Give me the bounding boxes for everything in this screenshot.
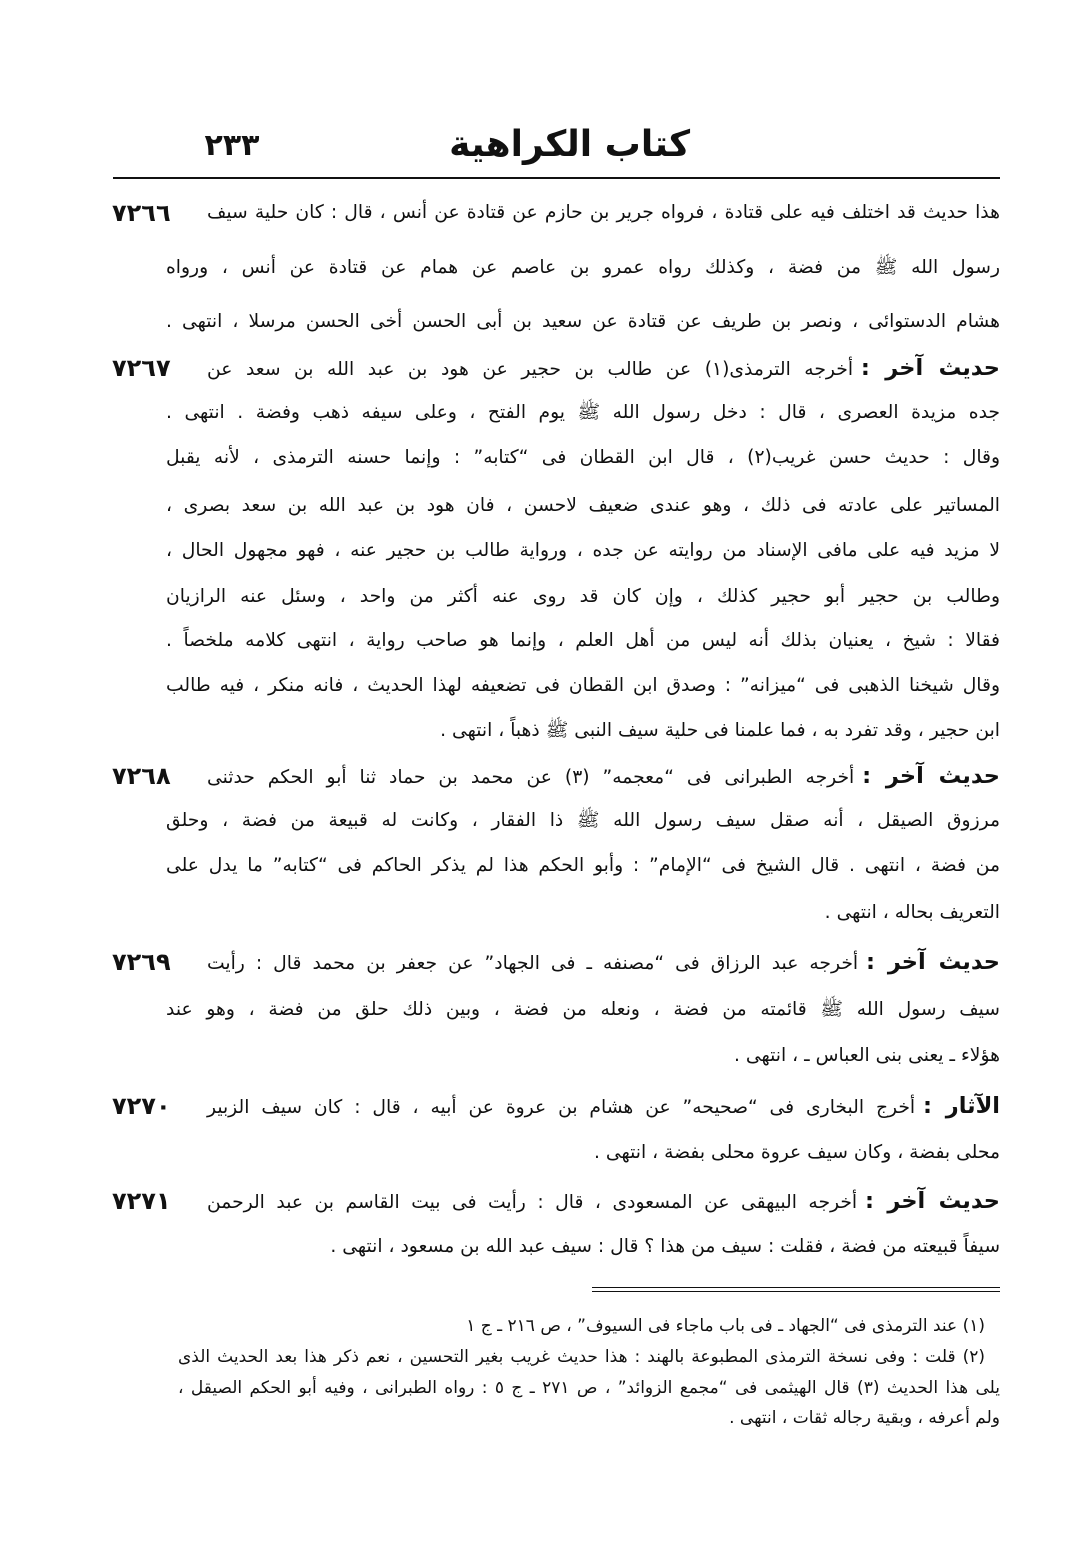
footnote-text: ولم أعرفه ، وبقية رجاله ثقات ، انتهى .: [729, 1408, 1000, 1428]
line-text: أخرجه عبد الرزاق فى “مصنفه ـ فى الجهاد” عن جعفر بن محمد قال : رأيت: [207, 953, 859, 974]
line-text: لا مزيد فيه على مافى الإسناد من روايته عن جده ، ورواية طالب بن حجير عنه ، فهو مجهول الحال ،: [166, 540, 1000, 561]
text-line: [166, 890, 1000, 936]
hadith-number: ٧٢٧١: [112, 1187, 171, 1215]
line-text: هؤلاء ـ يعنى بنى العباس ـ ، انتهى .: [734, 1045, 1000, 1066]
text-line: [166, 299, 1000, 345]
line-content: [166, 999, 1000, 1020]
text-line: [207, 190, 1000, 236]
text-line: [207, 345, 1000, 391]
line-content: [166, 855, 1000, 876]
line-text: رسول الله ﷺ من فضة ، وكذلك رواه عمرو بن عاصم عن همام عن قتادة عن أنس ، ورواه: [166, 257, 1000, 278]
text-line: [166, 528, 1000, 574]
section-heading: الآثار :: [923, 1093, 1001, 1119]
footnote-line: [178, 1342, 985, 1372]
text-line: [166, 574, 1000, 620]
line-content: [207, 949, 1000, 975]
footnote-line: [178, 1311, 985, 1341]
line-content: [178, 1347, 985, 1367]
text-line: [166, 663, 1000, 709]
line-content: [594, 1142, 1000, 1163]
text-line: [166, 1033, 1000, 1079]
section-heading: حديث آخر :: [860, 355, 1000, 381]
text-line: [166, 435, 1000, 481]
text-line: [207, 1178, 1000, 1224]
text-line: [166, 483, 1000, 529]
line-content: [166, 810, 1000, 831]
line-text: هذا حديث قد اختلف فيه على قتادة ، فرواه جرير بن حازم عن قتادة عن أنس ، قال : كان حلية سيف: [207, 202, 1000, 223]
line-text: فقالا : شيخ ، يعنيان بذلك أنه ليس من أهل العلم ، وإنما هو صاحب رواية ، انتهى كلامه ملخصاً .: [166, 630, 1000, 651]
line-text: وقال : حديث حسن غريب(٢) ، قال ابن القطان فى “كتابه” : وإنما حسنه الترمذى ، لأنه يقبل: [166, 447, 1001, 468]
line-content: [330, 1236, 1000, 1257]
section-heading: حديث آخر :: [864, 1188, 1000, 1214]
text-line: [166, 708, 1000, 754]
line-content: [207, 763, 1000, 789]
line-text: المساتير على عادته فى ذلك ، وهو عندى ضعيف لاحسن ، فان هود بن عبد الله بن سعد بصرى ،: [166, 495, 1000, 516]
line-text: وقال شيخنا الذهبى فى “ميزانه” : وصدق ابن القطان فى تضعيفه لهذا الحديث ، فانه منكر ، فيه طالب: [166, 675, 1000, 696]
line-content: [166, 586, 1000, 607]
hadith-number: ٧٢٧٠: [112, 1092, 171, 1120]
text-line: [166, 987, 1000, 1033]
line-content: [734, 1045, 1000, 1066]
line-content: [166, 495, 1000, 516]
footnote-text: يلى هذا الحديث (٣) قال الهيثمى فى “مجمع الزوائد” ، ص ٢٧١ ـ ج ٥ : رواه الطبرانى ، وفيه أبو الحكم الصيقل ،: [178, 1378, 1000, 1398]
text-line: [207, 753, 1000, 799]
line-text: سيفاً قبيعته من فضة ، فقلت : سيف من هذا ؟ قال : سيف عبد الله بن مسعود ، انتهى .: [330, 1236, 1000, 1257]
hadith-number: ٧٢٦٨: [112, 762, 171, 790]
text-line: [166, 618, 1000, 664]
line-content: [207, 202, 1000, 223]
section-heading: حديث آخر :: [865, 949, 1000, 975]
text-line: [166, 390, 1000, 436]
line-content: [166, 402, 1000, 423]
line-text: هشام الدستوائى ، ونصر بن طريف عن قتادة عن سعيد بن أبى الحسن أخى الحسن مرسلا ، انتهى .: [166, 311, 1000, 332]
line-content: [466, 1316, 985, 1336]
line-content: [166, 540, 1000, 561]
text-line: [166, 843, 1000, 889]
line-content: [166, 311, 1000, 332]
footnote-text: (٢) قلت : وفى نسخة الترمذى المطبوعة بالهند : هذا حديث غريب بغير التحسين ، نعم ذكر هذا بعد الحديث الذى: [178, 1347, 985, 1367]
line-content: [825, 902, 1000, 923]
text-line: [207, 939, 1000, 985]
line-content: [207, 1093, 1001, 1119]
line-text: من فضة ، انتهى . قال الشيخ فى “الإمام” : وأبو الحكم هذا لم يذكر الحاكم فى “كتابه” ما يدل على: [166, 855, 1000, 876]
line-text: وطالب بن حجير أبو حجير كذلك ، وإن كان قد روى عنه أكثر من واحد ، وسئل عنه الرازيان: [166, 586, 1000, 607]
line-text: ابن حجير ، وقد تفرد به ، فما علمنا فى حلية سيف النبى ﷺ ذهباً ، انتهى .: [440, 720, 1000, 741]
text-line: [166, 245, 1000, 291]
line-text: التعريف بحاله ، انتهى .: [824, 902, 1000, 923]
page-title: كتاب الكراهية: [449, 124, 690, 165]
line-content: [166, 630, 1000, 651]
line-content: [178, 1378, 1000, 1398]
section-heading: حديث آخر :: [862, 763, 1000, 789]
line-text: سيف رسول الله ﷺ قائمته من فضة ، ونعله من فضة ، وبين ذلك حلق من فضة ، وهو عند: [166, 999, 1000, 1020]
line-text: أخرجه الطبرانى فى “معجمه” (٣) عن محمد بن حماد ثنا أبو الحكم حدثنى: [207, 767, 855, 788]
line-text: أخرجه البيهقى عن المسعودى ، قال : رأيت فى بيت القاسم بن عبد الرحمن: [207, 1192, 858, 1213]
text-line: [166, 798, 1000, 844]
line-text: أخرج البخارى فى “صحيحه” عن هشام بن عروة عن أبيه ، قال : كان سيف الزبير: [207, 1097, 916, 1118]
footnote-line: [178, 1403, 1000, 1433]
hadith-number: ٧٢٦٧: [112, 354, 171, 382]
footnote-text: (١) عند الترمذى فى “الجهاد ـ فى باب ماجاء فى السيوف” ، ص ٢١٦ ـ ج ١: [466, 1316, 985, 1336]
text-line: [207, 1083, 1000, 1129]
line-text: مرزوق الصيقل ، أنه صقل سيف رسول الله ﷺ ذا الفقار ، وكانت له قبيعة من فضة ، وحلق: [166, 810, 1000, 831]
line-text: جده مزيدة العصرى ، قال : دخل رسول الله ﷺ يوم الفتح ، وعلى سيفه ذهب وفضة . انتهى .: [166, 402, 1000, 423]
text-line: [166, 1224, 1000, 1270]
hadith-number: ٧٢٦٦: [112, 199, 171, 227]
line-content: [729, 1408, 1000, 1428]
line-content: [166, 675, 1000, 696]
page-number: ٢٣٣: [204, 128, 260, 163]
line-content: [207, 1188, 1000, 1214]
line-content: [440, 720, 1000, 741]
hadith-number: ٧٢٦٩: [112, 948, 171, 976]
line-text: محلى بفضة ، وكان سيف عروة محلى بفضة ، انتهى .: [594, 1142, 1000, 1163]
footnote-line: [178, 1373, 1000, 1403]
header-rule: [113, 177, 1000, 179]
line-text: أخرجه الترمذى(١) عن طالب بن حجير عن هود بن عبد الله بن سعد عن: [207, 359, 854, 380]
line-content: [166, 447, 1000, 468]
text-line: [166, 1130, 1000, 1176]
footnote-separator: [592, 1287, 1000, 1292]
line-content: [207, 355, 1000, 381]
line-content: [166, 257, 1000, 278]
